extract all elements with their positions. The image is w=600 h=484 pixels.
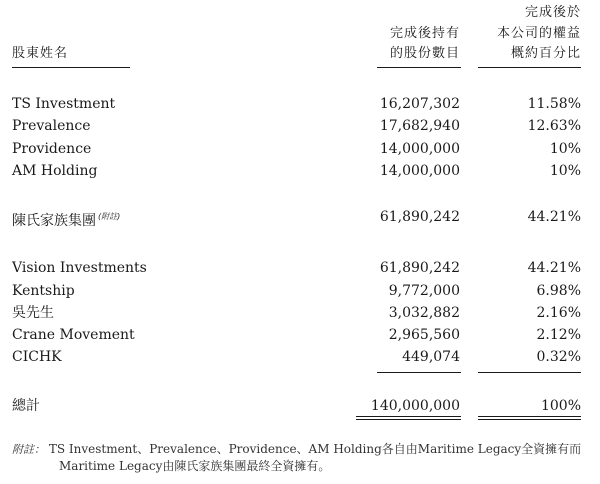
header-pct-line1: 完成後於 [524,5,581,20]
percentage: 10% [549,141,581,157]
total-double-rule-shares-2 [356,419,461,420]
percentage: 44.21% [527,260,581,276]
percentage: 12.63% [527,118,581,134]
shareholder-name: TS Investment [12,96,116,112]
shares-held: 61,890,242 [379,260,460,276]
shares-held: 9,772,000 [388,283,460,299]
shares-held: 2,965,560 [388,327,460,343]
shares-held: 449,074 [402,349,460,365]
percentage: 11.58% [527,96,581,112]
table-row [0,160,600,182]
table-row [0,257,600,279]
table-row [0,302,600,324]
total-double-rule-shares-1 [356,416,461,417]
shareholder-name: Providence [12,141,92,157]
header-rule-shares [377,67,461,68]
header-rule-name [12,67,130,68]
percentage: 2.12% [536,327,581,343]
header-rule-pct [478,67,581,68]
total-label: 總計 [12,398,40,414]
footnote-line1: TS Investment、Prevalence、Providence、AM Holding各自由Maritime Legacy全資擁有而 [48,442,582,456]
header-pct-line3: 概約百分比 [510,46,581,61]
total-percentage: 100% [540,398,581,414]
shares-held: 3,032,882 [388,305,460,321]
header-shares-line2: 的股份數目 [389,46,460,61]
shares-held: 14,000,000 [379,141,460,157]
percentage: 6.98% [536,283,581,299]
family-name: 陳氏家族集團 [12,213,96,229]
shareholder-name: Kentship [12,283,75,299]
percentage: 2.16% [536,305,581,321]
table-row [0,346,600,368]
subtotal-rule-pct [478,372,581,373]
table-row [0,206,600,228]
percentage: 0.32% [536,349,581,365]
table-row [0,324,600,346]
table-row [0,115,600,137]
header-shares-line1: 完成後持有 [389,26,460,41]
shareholder-name [12,206,120,232]
shareholder-name: CICHK [12,349,62,365]
total-double-rule-pct-2 [478,419,581,420]
total-shares: 140,000,000 [370,398,460,414]
table-row [0,280,600,302]
percentage: 10% [549,163,581,179]
shares-held: 14,000,000 [379,163,460,179]
shareholder-name: Crane Movement [12,327,135,343]
total-double-rule-pct-1 [478,416,581,417]
shares-held: 16,207,302 [379,96,460,112]
shares-held: 61,890,242 [379,209,460,225]
table-row [0,93,600,115]
subtotal-rule-shares [377,372,461,373]
shareholder-name: Vision Investments [12,260,147,276]
shareholder-name: 吳先生 [12,305,54,321]
header-name-column: 股東姓名 [12,46,69,61]
footnote [12,441,592,475]
footnote-label: 附註： [12,443,45,456]
total-row [0,395,600,417]
shareholder-name: Prevalence [12,118,91,134]
shareholder-name: AM Holding [12,163,98,179]
footnote-marker: (附註) [98,212,121,221]
percentage: 44.21% [527,209,581,225]
header-pct-line2: 本公司的權益 [496,26,581,41]
table-row [0,138,600,160]
shares-held: 17,682,940 [379,118,460,134]
footnote-line2: Maritime Legacy由陳氏家族集團最終全資擁有。 [59,459,331,473]
